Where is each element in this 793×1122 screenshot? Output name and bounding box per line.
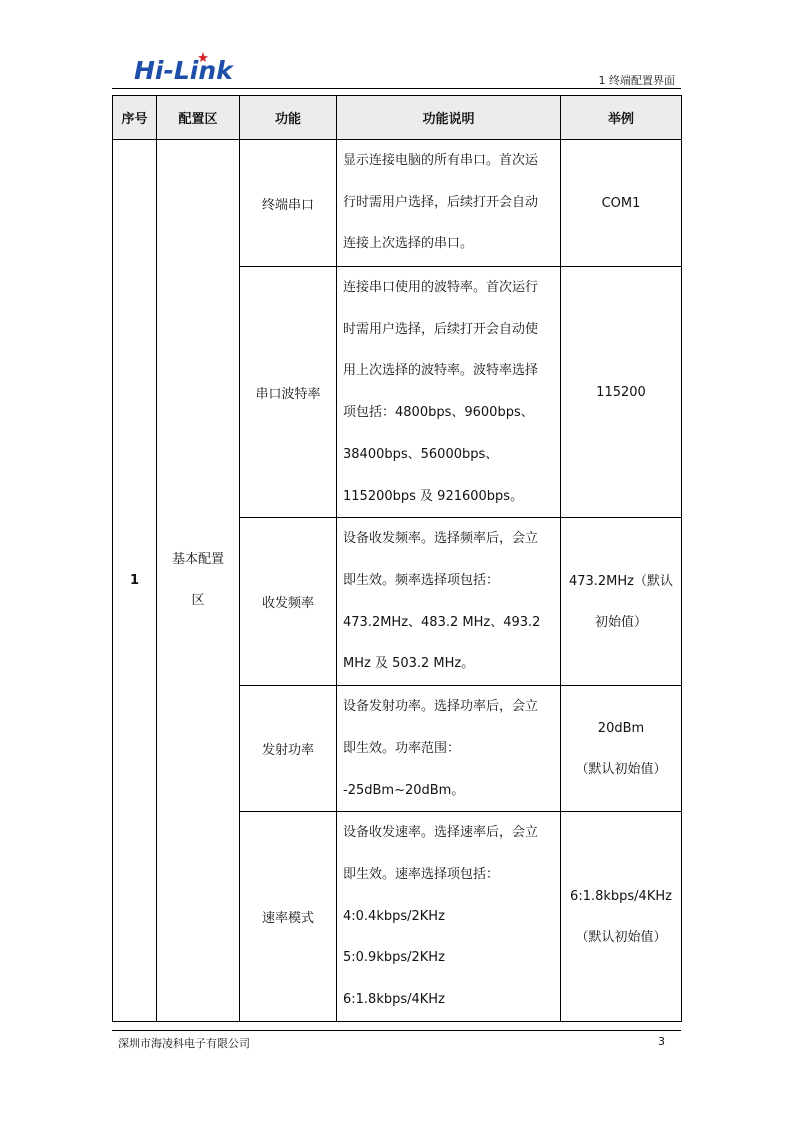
function-cell: 终端串口 (240, 140, 337, 267)
description-line: 连接上次选择的串口。 (343, 236, 474, 252)
index-cell (113, 140, 157, 1022)
description-line: 显示连接电脑的所有串口。首次运 (343, 153, 539, 168)
description-line: 时需用户选择，后续打开会自动使 (343, 321, 539, 337)
header-description: 功能说明 (337, 96, 561, 140)
example-cell (561, 267, 682, 518)
header-config-area: 配置区 (157, 96, 240, 140)
description-cell (337, 140, 561, 267)
example-line: COM1 (601, 195, 641, 211)
example-line: （默认初始值） (575, 929, 667, 945)
config-table (112, 95, 682, 1022)
example-cell (561, 518, 682, 686)
header-section-title: 1 终端配置界面 (598, 74, 675, 87)
index-value: 1 (129, 572, 140, 588)
description-line: 即生效。速率选择项包括： (343, 867, 500, 883)
function-cell: 速率模式 (240, 812, 337, 1022)
table-row (113, 140, 682, 267)
description-line: 5:0.9kbps/2KHz (343, 950, 445, 966)
description-line: 连接串口使用的波特率。首次运行 (343, 280, 539, 295)
description-line: 设备收发频率。选择频率后，会立 (343, 531, 539, 547)
description-line: 即生效。频率选择项包括： (343, 572, 500, 588)
example-line: 473.2MHz（默认 (568, 573, 674, 589)
description-line: 6:1.8kbps/4KHz (343, 992, 445, 1008)
header-example: 举例 (561, 96, 682, 140)
description-line: 设备收发速率。选择速率后，会立 (343, 825, 539, 841)
description-cell (337, 686, 561, 812)
description-line: 设备发射功率。选择功率后，会立 (343, 699, 539, 715)
description-line: 4:0.4kbps/2KHz (343, 908, 445, 924)
description-line: -25dBm~20dBm。 (343, 782, 465, 798)
config-area-cell (157, 140, 240, 1022)
function-cell: 发射功率 (240, 686, 337, 812)
example-line: （默认初始值） (575, 761, 667, 777)
description-line: 即生效。功率范围： (343, 740, 461, 756)
header-index: 序号 (113, 96, 157, 140)
footer-divider (112, 1030, 681, 1031)
example-cell (561, 812, 682, 1022)
description-line: 用上次选择的波特率。波特率选择 (343, 363, 539, 379)
description-line: 项包括：4800bps、9600bps、 (343, 405, 534, 421)
example-line: 115200 (596, 384, 646, 400)
config-area-line: 基本配置 (171, 552, 224, 568)
description-line: 38400bps、56000bps、 (343, 446, 499, 462)
footer-company-name: 深圳市海凌科电子有限公司 (118, 1037, 250, 1050)
function-cell: 收发频率 (240, 518, 337, 686)
description-cell (337, 267, 561, 518)
example-cell (561, 686, 682, 812)
example-cell (561, 140, 682, 267)
description-line: 行时需用户选择，后续打开会自动 (343, 194, 539, 210)
function-cell: 串口波特率 (240, 267, 337, 518)
description-line: MHz 及 503.2 MHz。 (343, 656, 475, 672)
example-line: 初始值） (594, 614, 647, 630)
logo-wordmark: Hi-Link (134, 56, 233, 84)
header-divider (112, 88, 681, 89)
description-line: 473.2MHz、483.2 MHz、493.2 (343, 614, 541, 630)
header-function: 功能 (240, 96, 337, 140)
description-line: 115200bps 及 921600bps。 (343, 488, 524, 504)
example-line: 20dBm (597, 720, 645, 736)
table-header-row (113, 96, 682, 140)
description-cell (337, 812, 561, 1022)
description-cell (337, 518, 561, 686)
page-number: 3 (658, 1035, 665, 1048)
example-line: 6:1.8kbps/4KHz (570, 888, 672, 904)
config-area-line: 区 (191, 593, 205, 609)
hi-link-logo (132, 48, 252, 84)
